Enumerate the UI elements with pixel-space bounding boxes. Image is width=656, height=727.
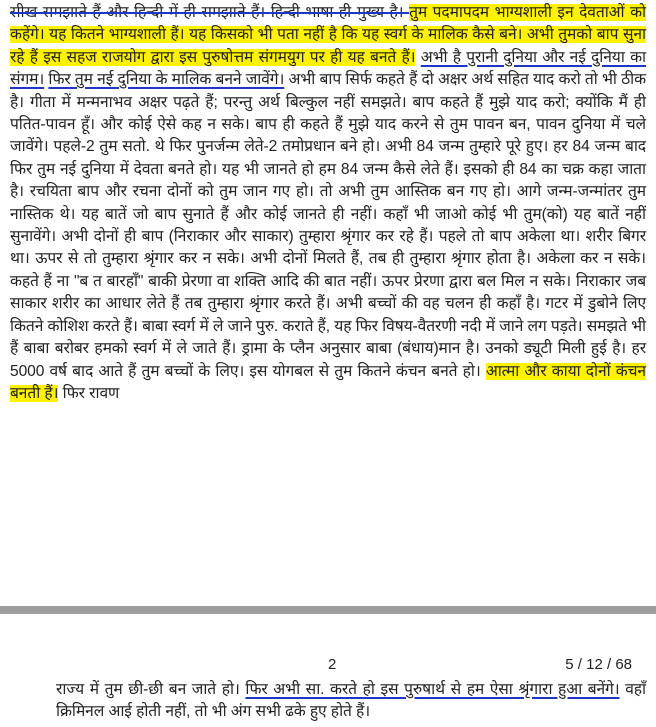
page2-text-segment: राज्य में तुम छी-छी बन जाते हो। bbox=[56, 681, 246, 698]
page1-text-segment: फिर रावण bbox=[58, 384, 120, 402]
page1-text-segment: अभी बाप सिर्फ कहते हैं दो अक्षर अर्थ सहित याद करो तो भी ठीक है। गीता में मन्मनाभव अक्षर पढ़ते हैं; परन्तु अर्थ बिल्कुल नहीं समझते। बाप कहते हैं मुझे याद करो; क्योंकि मैं ही पतित-पावन हूँ। और कोई ऐसे कह न सके। बाप ही कहते हैं मुझे याद करने से तुम पावन बन, पावन दुनिया में चले जावेंगे। पहले-2 तुम सतो. थे फिर पुनर्जन्म लेते-2 तमोप्रधान बने हो। अभी 84 जन्म तुम्हारे पूरे हुए। हर 84 जन्म बाद फिर तुम नई दुनिया में देवता बनते हो। यह भी जानते हो हम 84 जन्म कैसे लेते हैं। इसको ही 84 का चक्र कहा जाता है। रचयिता बाप और रचना दोनों को तुम जान गए हो। तो अभी तुम आस्तिक बन गए हो। आगे जन्म-जन्मांतर तुम नास्तिक थे। यह बातें जो बाप सुनाते हैं और कोई जानते ही नहीं। कहाँ भी जाओ कोई भी तुम(को) यह बातें नहीं सुनावेंगे। अभी दोनों ही बाप (निराकार और साकार) तुम्हारा श्रृंगार कर रहे हैं। पहले तो बाप अकेला था। शरीर बिगर था। ऊपर से तो तुम्हारा श्रृंगार कर न सके। अभी दोनों मिलते हैं, तब ही तुम्हारा श्रृंगार होता है। अकेला कर न सके। कहते हैं ना "ब त बारहाँ" बाकी प्रेरणा वा शक्ति आदि की बात नहीं। ऊपर प्रेरणा द्वारा बल मिल न सके। निराकार जब साकार शरीर का आधार लेते हैं तब तुम्हारा श्रृंगार करते हैं। अभी बच्चों की वह चलन ही कहाँ है। गटर में डुबोने लिए कितने कोशिश करते हैं। बाबा स्वर्ग में ले जाने पुरु. कराते हैं, यह फिर विषय-वैतरणी नदी में जाने लग पड़ते। समझते भी हैं बाबा बरोबर हमको स्वर्ग में ले जाते हैं। ड्रामा के प्लैन अनुसार बाबा (बंधाय)मान है। उनको ड्यूटी मिली हुई है। हर 5000 वर्ष बाद आते हैं तुम बच्चों के लिए। इस योगबल से तुम कितने कंचन बनते हो। bbox=[10, 71, 646, 380]
page2-text-segment: वहाँ क्रिमिनल आई होती नहीं, तो भी अंग सभी ढके हुए होते हैं। bbox=[56, 681, 646, 721]
body-paragraph bbox=[10, 2, 646, 405]
page1-text-segment: तुम पदमापदम भाग्यशाली इन देवताओं को कहेंगे। यह कितने भाग्यशाली हैं। यह किसको भी पता नहीं है कि यह स्वर्ग के मालिक कैसे बने। अभी तुमको बाप सुना रहे हैं इस सहज राजयोग द्वारा इस पुरुषोत्तम संगमयुग पर ही यह बनते हैं। bbox=[10, 4, 647, 66]
page-2-paragraph bbox=[56, 679, 646, 724]
page1-text-segment: हिन्दी भाषा ही मुख्य है। bbox=[270, 4, 410, 21]
page-number: 2 bbox=[328, 656, 337, 673]
page1-text-segment: सीख समझाते हैं और हिन्दी में ही समझाते हैं। bbox=[10, 4, 271, 21]
page1-text-segment: अभी है पुरानी दुनिया और नई दुनिया का संगम। bbox=[10, 48, 646, 89]
page-divider bbox=[0, 606, 656, 614]
page-count: 5 / 12 / 68 bbox=[565, 656, 632, 673]
page2-text-segment: फिर अभी सा. करते हो इस पुरुषार्थ से हम ऐसा श्रृंगारा हुआ बनेंगे। bbox=[245, 681, 620, 698]
page1-text-segment: आत्मा और काया दोनों कंचन बनती हैं। bbox=[10, 362, 646, 402]
page1-text-segment: फिर तुम नई दुनिया के मालिक बनने जावेंगे। bbox=[48, 71, 285, 89]
